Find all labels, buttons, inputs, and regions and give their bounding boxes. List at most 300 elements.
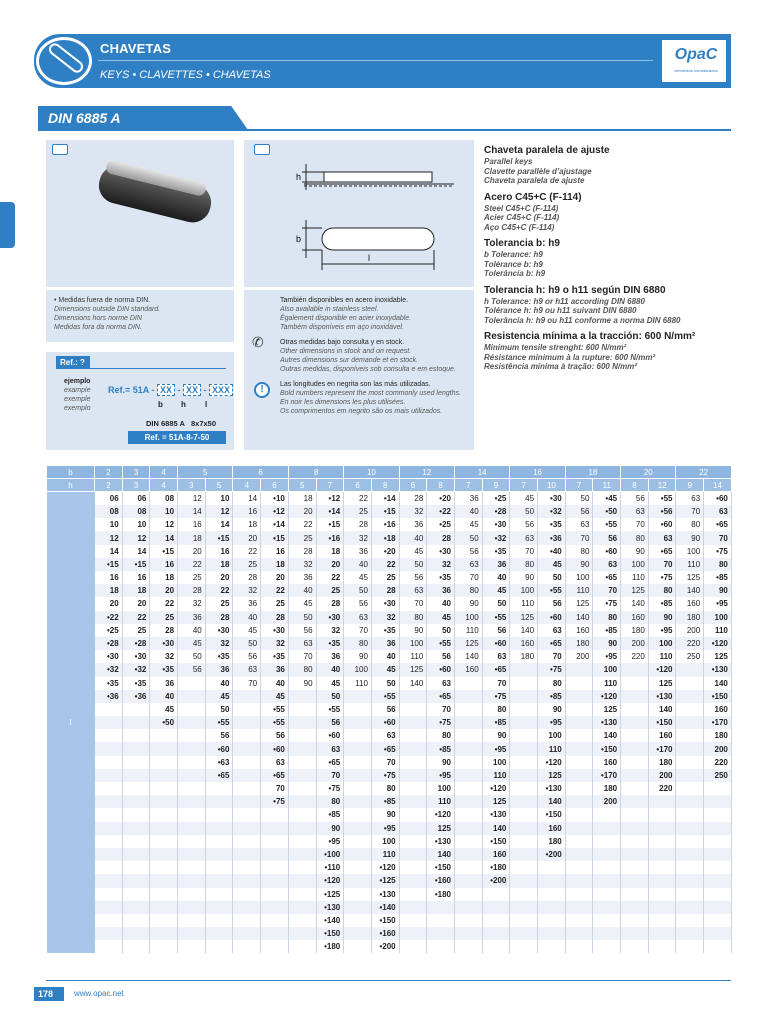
length-cell: 100 (593, 663, 621, 676)
length-cell: 45 (233, 624, 261, 637)
length-cell: •130 (704, 663, 732, 676)
length-cell: 200 (676, 624, 704, 637)
desc-title-5: Resistencia mínima a la tracción: 600 N/mm² (484, 331, 696, 342)
length-cell: 90 (371, 808, 399, 821)
desc-4-pt: Tolerância h: h9 ou h11 conforme a norma DIN 6880 (484, 315, 681, 325)
length-cell (565, 769, 593, 782)
length-cell: 25 (150, 611, 178, 624)
length-cell: 63 (510, 531, 538, 544)
table-row (47, 914, 732, 927)
note2-c-es: Las longitudes en negrita son las más utilizadas. (280, 381, 431, 388)
length-cell (621, 835, 649, 848)
length-cell: 125 (399, 663, 427, 676)
length-cell (593, 808, 621, 821)
length-cell (510, 848, 538, 861)
length-cell: 80 (316, 795, 344, 808)
length-cell (233, 874, 261, 887)
length-cell: 56 (371, 703, 399, 716)
length-cell (593, 874, 621, 887)
availability-notes (244, 290, 474, 450)
length-cell (150, 861, 178, 874)
length-cell: 56 (482, 624, 510, 637)
length-cell (676, 874, 704, 887)
length-cell: 90 (648, 611, 676, 624)
length-cell: 28 (178, 584, 206, 597)
length-cell (95, 742, 123, 755)
length-cell: •65 (648, 545, 676, 558)
length-cell: 63 (371, 729, 399, 742)
length-cell (122, 901, 150, 914)
length-cell: 36 (399, 518, 427, 531)
length-cell (399, 914, 427, 927)
length-cell: 36 (316, 650, 344, 663)
length-cell: 40 (150, 690, 178, 703)
length-cell: •60 (261, 742, 289, 755)
length-cell (621, 716, 649, 729)
length-cell: 18 (122, 584, 150, 597)
length-cell: 12 (205, 505, 233, 518)
length-cell (399, 822, 427, 835)
length-cell: 18 (233, 518, 261, 531)
length-cell (621, 729, 649, 742)
length-cell: 12 (95, 531, 123, 544)
length-cell: 50 (565, 492, 593, 505)
length-cell: 200 (621, 637, 649, 650)
length-cell: 56 (510, 518, 538, 531)
length-cell: 50 (538, 571, 566, 584)
length-cell: •85 (648, 597, 676, 610)
length-cell: 22 (205, 584, 233, 597)
length-cell (150, 729, 178, 742)
b-value: 5 (178, 466, 233, 479)
length-cell: 100 (510, 584, 538, 597)
length-cell: •14 (371, 492, 399, 505)
length-cell: 18 (205, 558, 233, 571)
length-cell (95, 808, 123, 821)
note2-c-en: Bold numbers represent the most commonly used lengths. (280, 390, 461, 397)
length-cell: 16 (233, 505, 261, 518)
length-cell (621, 677, 649, 690)
length-cell: 70 (288, 650, 316, 663)
length-cell: 70 (593, 584, 621, 597)
length-cell: 28 (344, 518, 372, 531)
length-cell: 28 (316, 597, 344, 610)
length-cell: 110 (565, 584, 593, 597)
length-cell: 63 (482, 650, 510, 663)
length-cell (648, 888, 676, 901)
length-cell: •95 (482, 742, 510, 755)
length-cell: 70 (538, 650, 566, 663)
length-cell: •20 (371, 545, 399, 558)
length-cell (676, 822, 704, 835)
length-cell (565, 742, 593, 755)
length-cell: •30 (261, 624, 289, 637)
length-cell (233, 756, 261, 769)
length-cell: •15 (122, 558, 150, 571)
length-cell: 160 (538, 822, 566, 835)
length-cell: 220 (621, 650, 649, 663)
length-cell (288, 901, 316, 914)
length-cell: •60 (316, 729, 344, 742)
length-cell: •55 (593, 518, 621, 531)
length-cell: •55 (538, 584, 566, 597)
length-cell (122, 848, 150, 861)
length-cell (95, 940, 123, 953)
length-cell (704, 808, 732, 821)
table-row (47, 677, 732, 690)
h-value: 7 (454, 479, 482, 492)
length-cell: •140 (316, 914, 344, 927)
length-cell: 200 (593, 795, 621, 808)
length-cell (288, 822, 316, 835)
length-cell: •65 (704, 518, 732, 531)
length-cell: 56 (178, 663, 206, 676)
length-cell: 160 (565, 624, 593, 637)
length-cell (427, 927, 455, 940)
desc-5-fr: Résistance minimum à la rupture: 600 N/mm² (484, 352, 656, 362)
length-cell: 80 (427, 729, 455, 742)
length-cell (621, 703, 649, 716)
length-cell (344, 835, 372, 848)
svg-text:b: b (296, 234, 302, 244)
b-value: 16 (510, 466, 565, 479)
length-cell (510, 729, 538, 742)
length-cell: •50 (593, 505, 621, 518)
length-cell (510, 756, 538, 769)
length-cell: •65 (482, 663, 510, 676)
length-cell (593, 940, 621, 953)
length-cell: •130 (427, 835, 455, 848)
length-cell (676, 940, 704, 953)
length-cell: 45 (399, 545, 427, 558)
length-cell: •35 (538, 518, 566, 531)
length-cell: 90 (676, 531, 704, 544)
length-cell: •60 (593, 545, 621, 558)
length-cell: •125 (316, 888, 344, 901)
b-label: b (47, 466, 95, 479)
length-cell (288, 927, 316, 940)
length-cell: •110 (316, 861, 344, 874)
length-cell: 100 (704, 611, 732, 624)
length-cell: 50 (233, 637, 261, 650)
length-cell (704, 822, 732, 835)
length-cell (205, 795, 233, 808)
table-row (47, 518, 732, 531)
table-row (47, 558, 732, 571)
length-cell (454, 901, 482, 914)
h-value: 3 (178, 479, 206, 492)
desc-2-fr: Acier C45+C (F-114) (484, 213, 560, 222)
length-cell: •15 (205, 531, 233, 544)
length-cell: 45 (371, 663, 399, 676)
length-cell: 125 (565, 597, 593, 610)
length-cell: 56 (538, 597, 566, 610)
length-cell: 45 (510, 492, 538, 505)
length-cell: •35 (261, 650, 289, 663)
length-cell: •180 (482, 861, 510, 874)
length-cell: •150 (593, 742, 621, 755)
h-value: 11 (593, 479, 621, 492)
length-cell: •55 (648, 492, 676, 505)
length-cell (122, 940, 150, 953)
length-cell: •55 (482, 611, 510, 624)
length-cell (344, 822, 372, 835)
length-cell: •75 (261, 795, 289, 808)
din-title: DIN 6885 A (48, 110, 121, 126)
ref-h-field: XX (183, 384, 201, 396)
length-cell: •170 (593, 769, 621, 782)
length-cell (621, 769, 649, 782)
length-cell: •150 (482, 835, 510, 848)
length-cell: 70 (316, 769, 344, 782)
length-cell: 70 (233, 677, 261, 690)
desc-4-en: h Tolerance: h9 or h11 according DIN 6880 (484, 296, 645, 306)
length-cell: 45 (538, 558, 566, 571)
length-cell: •85 (704, 571, 732, 584)
length-cell: •28 (95, 637, 123, 650)
note2-b-pt: Outras medidas, disponíveis sob consulta e em estoque. (280, 366, 456, 373)
length-cell: 16 (205, 545, 233, 558)
length-cell: 36 (427, 584, 455, 597)
length-cell: 70 (482, 677, 510, 690)
opac-logo (660, 38, 728, 84)
desc-3-en: b Tolerance: h9 (484, 250, 543, 259)
length-cell: 22 (371, 558, 399, 571)
length-cell (704, 782, 732, 795)
length-cell (482, 888, 510, 901)
length-cell: •60 (427, 663, 455, 676)
length-cell: 110 (344, 677, 372, 690)
length-cell (344, 808, 372, 821)
h-value: 3 (122, 479, 150, 492)
table-row (47, 940, 732, 953)
length-cell (399, 742, 427, 755)
length-cell (538, 914, 566, 927)
length-cell: 20 (178, 545, 206, 558)
length-cell: •10 (261, 492, 289, 505)
length-cell: 100 (565, 571, 593, 584)
length-cell (621, 663, 649, 676)
length-cell (454, 769, 482, 782)
length-cell: 40 (482, 571, 510, 584)
length-cell (288, 756, 316, 769)
length-cell (178, 703, 206, 716)
length-cell (676, 795, 704, 808)
length-cell: •45 (593, 492, 621, 505)
length-cell: 90 (454, 597, 482, 610)
length-cell: 180 (593, 782, 621, 795)
length-cell: 40 (371, 650, 399, 663)
length-cell: •130 (316, 901, 344, 914)
length-cell (344, 940, 372, 953)
length-cell (150, 795, 178, 808)
length-cell: 32 (233, 584, 261, 597)
length-cell: 180 (510, 650, 538, 663)
length-cell: •75 (371, 769, 399, 782)
length-cell (95, 874, 123, 887)
length-cell: 100 (648, 637, 676, 650)
ref-din: DIN 6885 A (146, 419, 185, 428)
length-cell (233, 901, 261, 914)
length-cell (676, 927, 704, 940)
length-cell (95, 782, 123, 795)
length-cell: •150 (371, 914, 399, 927)
website-link[interactable]: www.opac.net (74, 989, 124, 998)
length-cell (454, 874, 482, 887)
length-cell (205, 874, 233, 887)
length-cell (344, 795, 372, 808)
length-cell: •15 (316, 518, 344, 531)
length-cell: •150 (538, 808, 566, 821)
h-value: 6 (344, 479, 372, 492)
length-cell (593, 901, 621, 914)
length-cell: •130 (648, 690, 676, 703)
length-cell (233, 848, 261, 861)
length-cell: 125 (510, 611, 538, 624)
length-cell (178, 677, 206, 690)
note1-pt: Medidas fora da norma DIN. (54, 324, 142, 331)
length-cell (454, 822, 482, 835)
length-cell (150, 808, 178, 821)
length-cell (344, 782, 372, 795)
length-cell: 80 (482, 703, 510, 716)
length-cell (261, 901, 289, 914)
table-row (47, 531, 732, 544)
length-cell: 36 (371, 637, 399, 650)
length-cell: 140 (538, 795, 566, 808)
length-cell: 36 (482, 558, 510, 571)
length-cell (676, 663, 704, 676)
length-cell (205, 848, 233, 861)
table-row (47, 769, 732, 782)
b-value: 3 (122, 466, 150, 479)
length-cell: 20 (316, 558, 344, 571)
length-cell (122, 835, 150, 848)
length-cell (427, 901, 455, 914)
table-row (47, 874, 732, 887)
length-cell (95, 914, 123, 927)
length-cell (288, 782, 316, 795)
length-cell: 160 (454, 663, 482, 676)
length-cell: •75 (482, 690, 510, 703)
length-cell: 80 (676, 518, 704, 531)
length-cell (399, 940, 427, 953)
length-cell: 200 (648, 769, 676, 782)
length-cell: 90 (344, 650, 372, 663)
length-cell (205, 835, 233, 848)
length-cell: •120 (371, 861, 399, 874)
length-cell: 22 (178, 558, 206, 571)
page-number: 178 (34, 987, 64, 1001)
h-value: 9 (482, 479, 510, 492)
length-cell: 25 (371, 571, 399, 584)
technical-drawing (244, 140, 474, 287)
length-cell: 90 (565, 558, 593, 571)
length-cell: •75 (593, 597, 621, 610)
h-header-row (47, 479, 732, 492)
table-row (47, 861, 732, 874)
length-cell (122, 716, 150, 729)
length-cell (233, 888, 261, 901)
length-cell: 70 (344, 624, 372, 637)
desc-title-3: Tolerancia b: h9 (484, 238, 560, 249)
length-cell (288, 795, 316, 808)
length-cell: 32 (178, 597, 206, 610)
note2-c-fr: En noir les dimensions les plus utilisées. (280, 399, 406, 406)
length-cell (344, 874, 372, 887)
length-cell: •30 (538, 492, 566, 505)
b-value: 20 (621, 466, 676, 479)
length-cell: 140 (676, 584, 704, 597)
length-cell (95, 927, 123, 940)
length-cell (95, 888, 123, 901)
length-cell (704, 835, 732, 848)
length-cell (344, 927, 372, 940)
length-cell: 110 (593, 677, 621, 690)
length-cell: 36 (205, 663, 233, 676)
length-cell: 36 (344, 545, 372, 558)
table-row (47, 716, 732, 729)
length-cell: 160 (593, 756, 621, 769)
length-cell (565, 808, 593, 821)
length-cell (150, 940, 178, 953)
length-cell (344, 742, 372, 755)
length-cell: 80 (593, 611, 621, 624)
length-cell: •35 (205, 650, 233, 663)
h-value: 6 (399, 479, 427, 492)
length-cell: 80 (288, 663, 316, 676)
length-cell (676, 756, 704, 769)
ref-l-field: XXX (209, 384, 233, 396)
length-cell: 100 (538, 729, 566, 742)
length-cell: 25 (178, 571, 206, 584)
length-cell (122, 795, 150, 808)
length-cell: 63 (676, 492, 704, 505)
length-cell: 56 (454, 545, 482, 558)
length-cell (704, 914, 732, 927)
length-cell (427, 940, 455, 953)
length-cell: 25 (261, 597, 289, 610)
length-cell (565, 901, 593, 914)
length-cell: 10 (122, 518, 150, 531)
dimensions-table (46, 465, 731, 953)
length-cell: 25 (288, 531, 316, 544)
length-cell (454, 795, 482, 808)
length-cell: 28 (261, 611, 289, 624)
length-cell: 100 (482, 756, 510, 769)
length-cell (454, 927, 482, 940)
length-cell (510, 808, 538, 821)
length-cell: •55 (205, 716, 233, 729)
length-cell: •60 (648, 518, 676, 531)
length-cell (593, 927, 621, 940)
length-cell (205, 861, 233, 874)
table-row (47, 690, 732, 703)
length-cell (178, 769, 206, 782)
table-row (47, 637, 732, 650)
length-cell: •140 (371, 901, 399, 914)
length-cell (399, 927, 427, 940)
length-cell (178, 901, 206, 914)
length-cell: •160 (427, 874, 455, 887)
length-cell: •120 (482, 782, 510, 795)
length-cell: •170 (704, 716, 732, 729)
ref-b-letter: b (158, 400, 163, 409)
note2-b-en: Other dimensions in stock and on request. (280, 348, 412, 355)
length-cell (676, 782, 704, 795)
length-cell (482, 940, 510, 953)
length-cell: •25 (95, 624, 123, 637)
